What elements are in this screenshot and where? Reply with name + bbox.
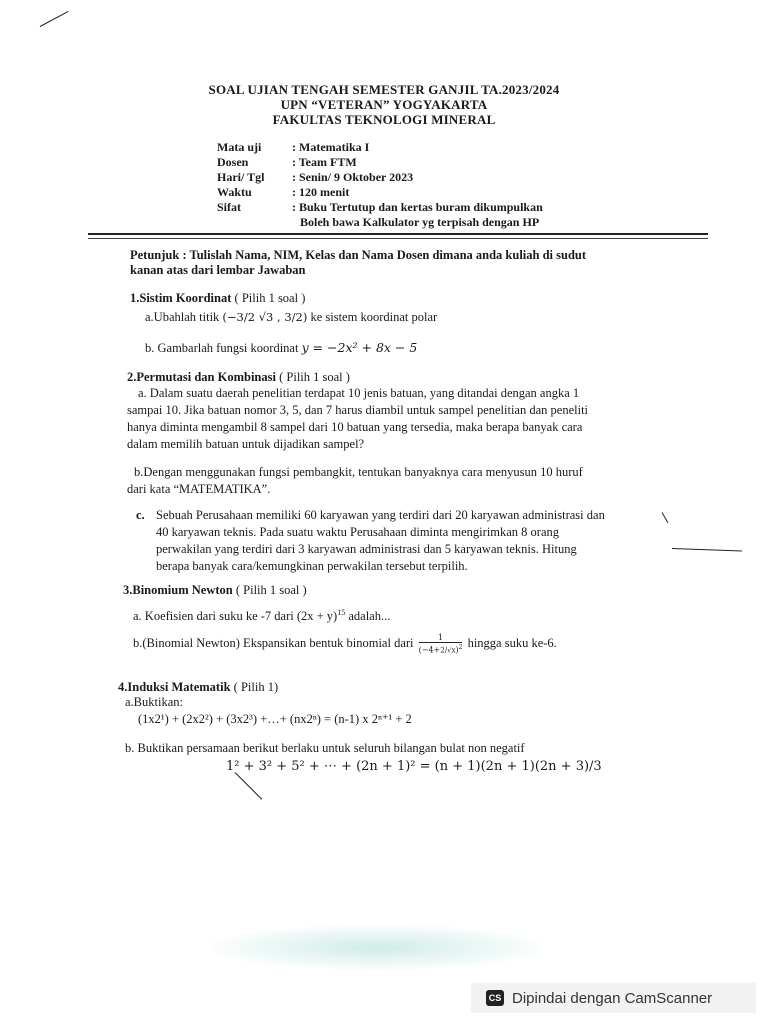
instructions-line-1: Petunjuk : Tulislah Nama, NIM, Kelas dan Nama Dosen dimana anda kuliah di sudut (130, 248, 587, 262)
meta-sifat-value: : Buku Tertutup dan kertas buram dikumpulkan (292, 200, 543, 214)
meta-waktu (217, 185, 349, 200)
meta-hari (217, 170, 413, 185)
q1-a-text: a.Ubahlah titik (145, 310, 220, 324)
q2-title: 2.Permutasi dan Kombinasi (127, 370, 276, 384)
q3-b-text: b.(Binomial Newton) Ekspansikan bentuk binomial dari (133, 636, 414, 651)
faculty-name: FAKULTAS TEKNOLOGI MINERAL (272, 112, 496, 127)
q3-a-text: a. Koefisien dari suku ke -7 dari (2x + y) (133, 609, 338, 624)
meta-mata-uji-value: : Matematika I (292, 140, 370, 154)
q3-choose: ( Pilih 1 soal ) (235, 583, 307, 597)
q2-a-line-3: hanya diminta mengambil 8 sampel dari 10 batuan yang tersedia, maka berapa banyak cara (127, 420, 583, 434)
q4-heading (118, 680, 278, 695)
q1-choose: ( Pilih 1 soal ) (234, 291, 306, 305)
q4-b-equation: 1² + 3² + 5² + ⋯ + (2n + 1)² = (n + 1)(2n + 1)(2n + 3)/3 (226, 759, 602, 774)
q2-c-line-4: berapa banyak cara/kemungkinan perwakilan tersebut terpilih. (156, 559, 468, 573)
meta-hari-label: Hari/ Tgl (217, 170, 265, 184)
meta-sifat-label: Sifat (217, 200, 241, 214)
q2-heading (127, 370, 350, 385)
q4-title: 4.Induksi Matematik (118, 680, 231, 694)
meta-sifat (217, 200, 543, 215)
scan-smudge (212, 925, 542, 970)
meta-hari-value: : Senin/ 9 Oktober 2023 (292, 170, 414, 184)
q4-a-equation: (1x2¹) + (2x2²) + (3x2³) +…+ (nx2ⁿ) = (n-1) x 2ⁿ⁺¹ + 2 (138, 712, 412, 726)
q2-choose: ( Pilih 1 soal ) (279, 370, 350, 384)
q1-b (145, 340, 417, 356)
instructions-line-2: kanan atas dari lembar Jawaban (130, 263, 306, 277)
meta-waktu-label: Waktu (217, 185, 252, 199)
q2-c-label: c. (136, 508, 145, 522)
q2-a-line-1: a. Dalam suatu daerah penelitian terdapat 10 jenis batuan, yang ditandai dengan angka 1 (138, 386, 580, 400)
q2-b-line-1: b.Dengan menggunakan fungsi pembangkit, tentukan banyaknya cara menyusun 10 huruf (134, 465, 583, 479)
meta-sifat-value-2: Boleh bawa Kalkulator yg terpisah dengan HP (300, 215, 540, 229)
q1-title: 1.Sistim Koordinat (130, 291, 232, 305)
q2-c-line-3: perwakilan yang terdiri dari 3 karyawan administrasi dan 5 karyawan teknis. Hitung (156, 542, 577, 556)
header-divider-thin (88, 238, 708, 239)
q2-c-line-2: 40 karyawan teknis. Pada suatu waktu Perusahaan diminta mengirimkan 8 orang (156, 525, 560, 539)
camscanner-watermark (471, 983, 756, 1013)
q1-a-point: (−3/2 √3 , 3/2) (222, 310, 308, 324)
meta-mata-uji (217, 140, 369, 155)
q1-a-tail: ke sistem koordinat polar (310, 310, 438, 324)
q1-b-text: b. Gambarlah fungsi koordinat (145, 341, 299, 355)
meta-dosen (217, 155, 357, 170)
pen-stroke-bottom (235, 772, 263, 800)
q3-b-tail: hingga suku ke-6. (467, 636, 557, 651)
q3-heading (123, 583, 307, 598)
q3-a-tail: adalah... (345, 609, 391, 624)
q3-a-exponent: 15 (337, 608, 346, 617)
q2-a-line-2: sampai 10. Jika batuan nomor 3, 5, dan 7 harus diambil untuk sampel penelitian dan peneliti (127, 403, 589, 417)
q2-a-line-4: dalam memilih batuan untuk dijadikan sampel? (127, 437, 365, 451)
q3-title: 3.Binomium Newton (123, 583, 233, 597)
q3-b (133, 633, 557, 656)
q2-c-line-1: Sebuah Perusahaan memiliki 60 karyawan yang terdiri dari 20 karyawan administrasi dan (156, 508, 605, 522)
meta-dosen-value: : Team FTM (292, 155, 357, 169)
pen-stroke-top-left (40, 11, 69, 27)
q3-b-fraction: $\frac{1}{(-4+2/√x)^2}$ (418, 633, 463, 655)
q4-choose: ( Pilih 1) (233, 680, 279, 694)
q1-a (145, 310, 437, 325)
q3-a (133, 608, 390, 624)
camscanner-label: Dipindai dengan CamScanner (512, 989, 713, 1007)
pen-stroke-right (672, 548, 742, 551)
q4-a-label: a.Buktikan: (125, 695, 183, 709)
q1-b-equation: y = −2x² + 8x − 5 (301, 340, 418, 355)
meta-mata-uji-label: Mata uji (217, 140, 262, 154)
camscanner-logo-icon: CS (486, 990, 504, 1006)
q2-b-line-2: dari kata “MATEMATIKA”. (127, 482, 271, 496)
q1-heading (130, 291, 305, 306)
meta-dosen-label: Dosen (217, 155, 249, 169)
meta-waktu-value: : 120 menit (292, 185, 350, 199)
university-name: UPN “VETERAN” YOGYAKARTA (280, 97, 488, 112)
pen-tick-right (662, 512, 669, 523)
header-divider (88, 233, 708, 235)
q4-b-text: b. Buktikan persamaan berikut berlaku untuk seluruh bilangan bulat non negatif (125, 741, 525, 755)
exam-title: SOAL UJIAN TENGAH SEMESTER GANJIL TA.2023/2024 (208, 82, 560, 97)
